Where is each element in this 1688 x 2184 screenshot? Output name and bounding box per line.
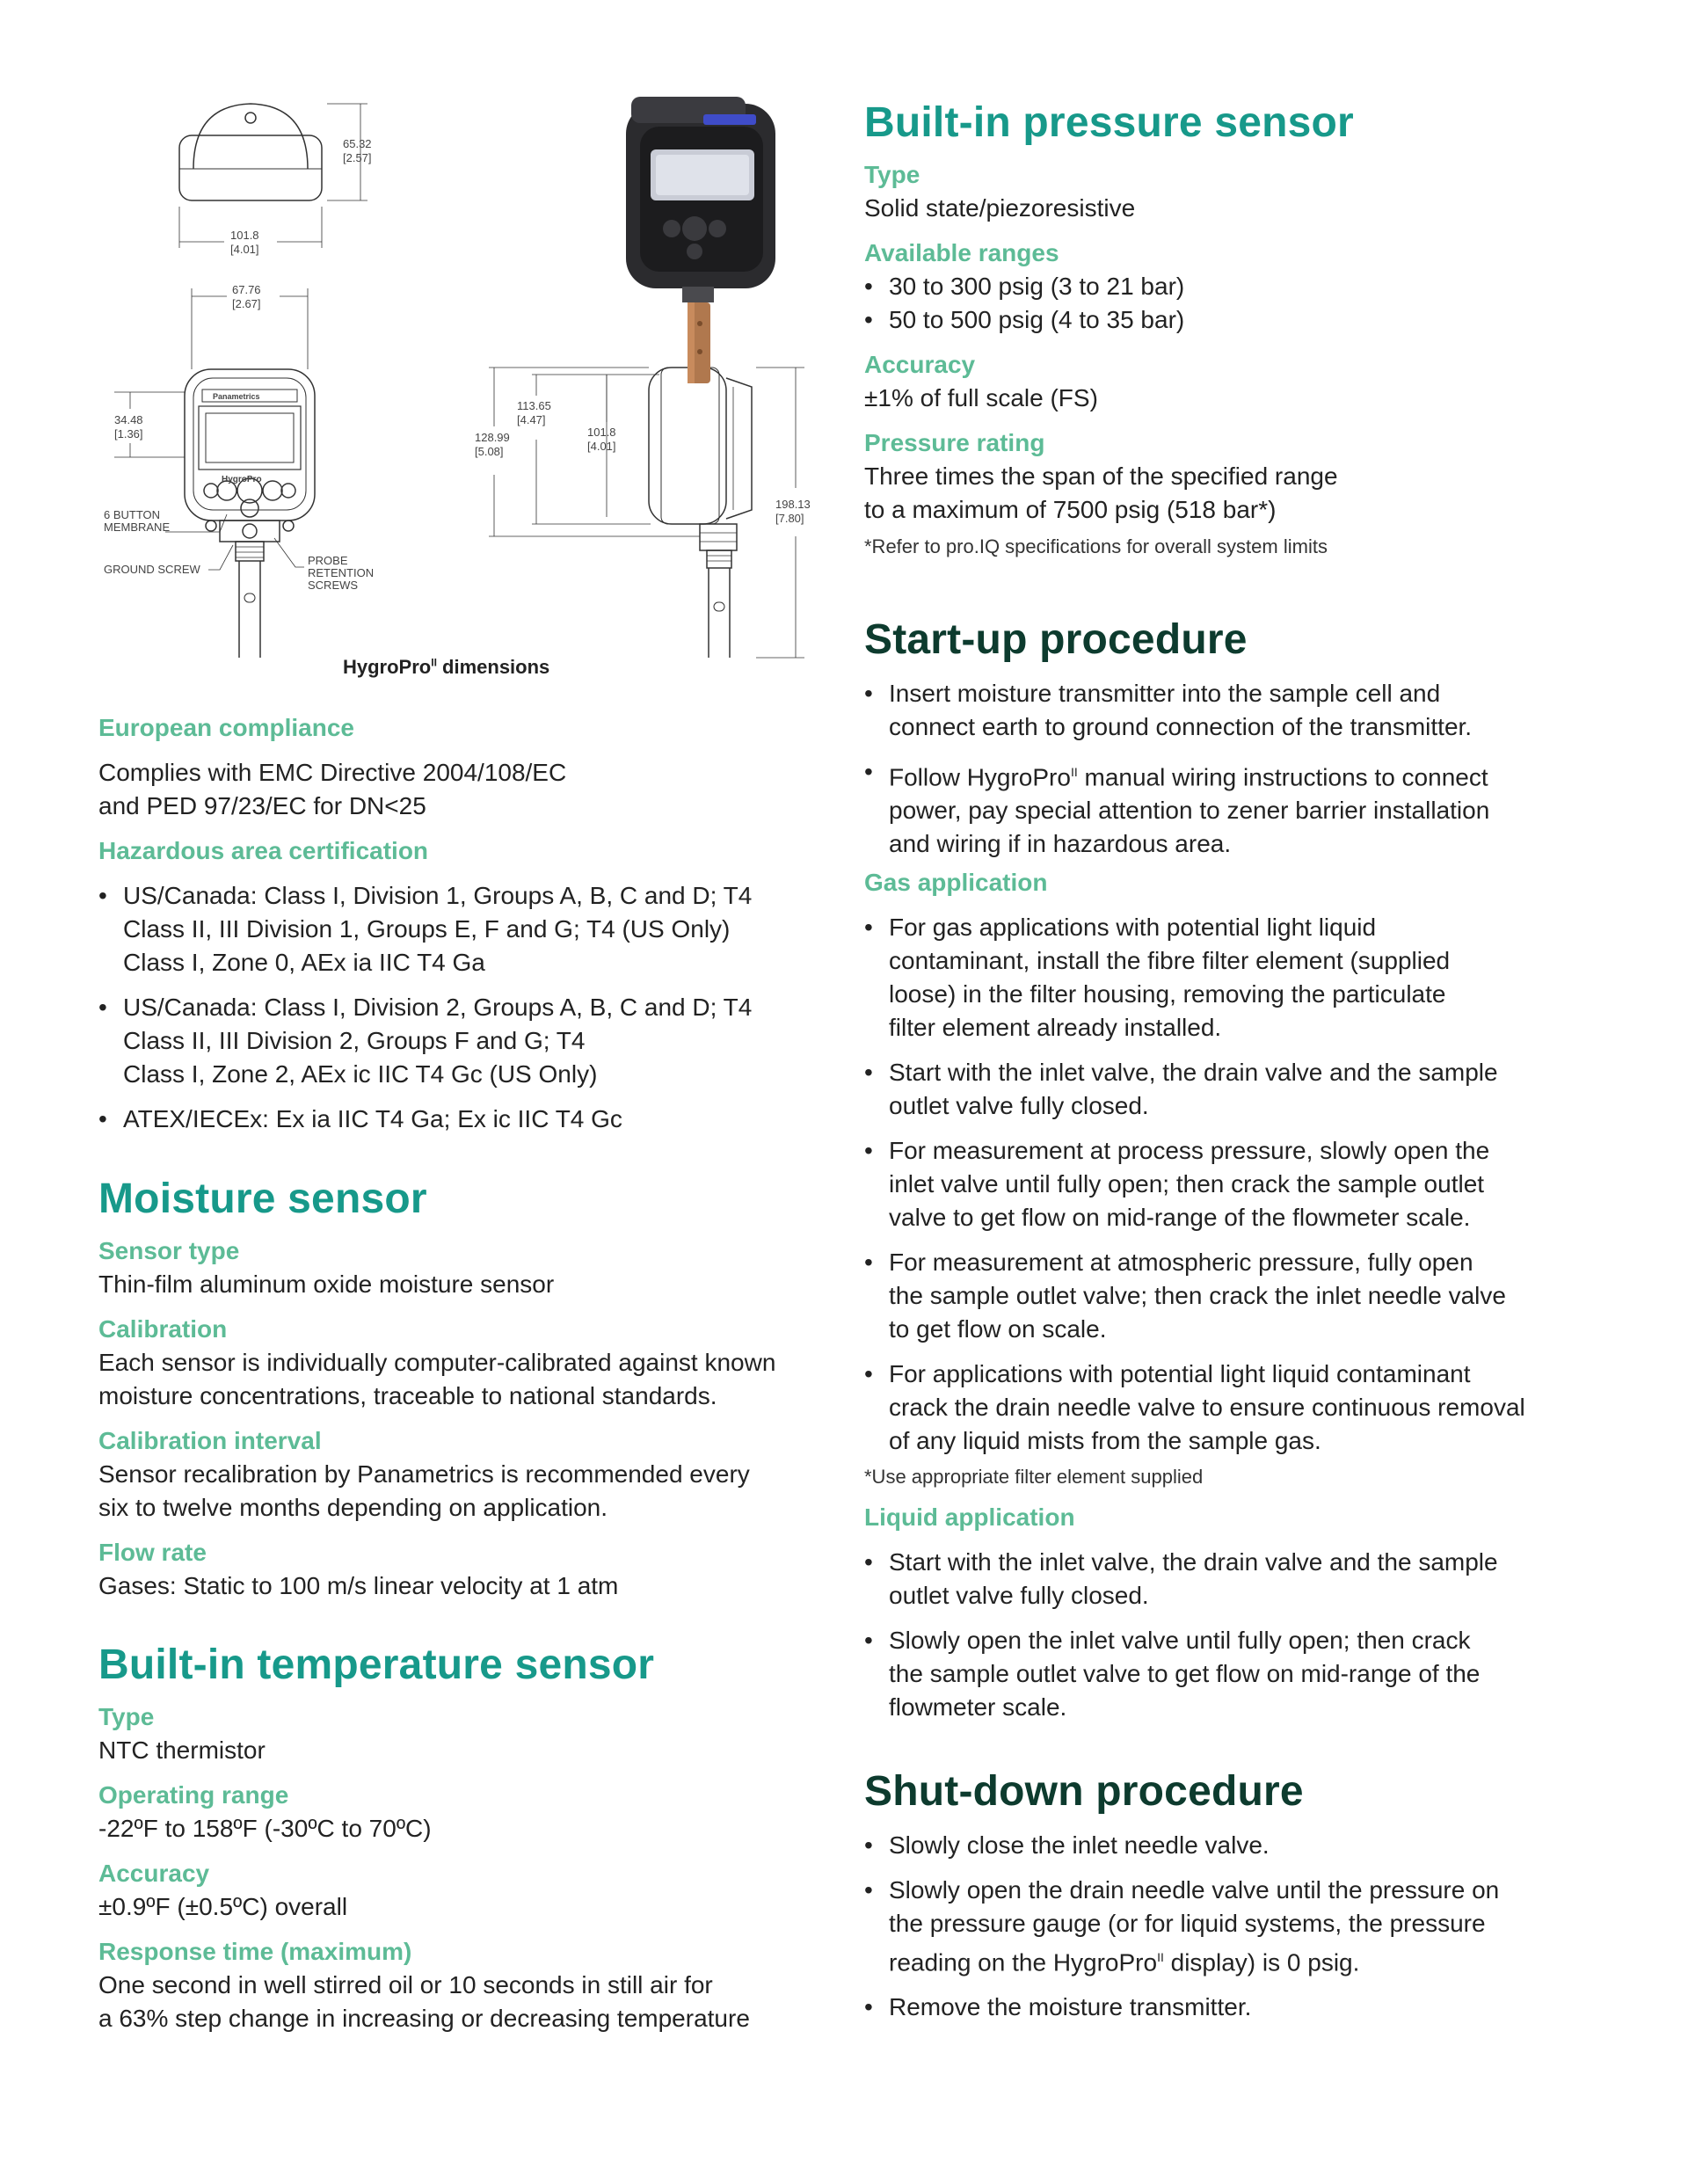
moisture-title: Moisture sensor <box>98 1176 427 1222</box>
top-view <box>179 104 367 248</box>
list-item: • For applications with potential light liquid contaminant crack the drain needle valve to ensure continuous removal of any liquid mists from the sample gas. <box>864 1358 1594 1458</box>
pressure-type-text: Solid state/piezoresistive <box>864 194 1136 222</box>
dim-top-width-in: [4.01] <box>230 243 259 256</box>
dim-side-4: 198.13 <box>775 498 811 511</box>
hazardous-list <box>98 879 828 1136</box>
dim-side-1: 128.99 <box>475 431 510 444</box>
shutdown-list <box>864 1829 1594 2024</box>
list-item: • Start with the inlet valve, the drain valve and the sample outlet valve fully closed. <box>864 1546 1594 1613</box>
interval-text: Sensor recalibration by Panametrics is recommended every six to twelve months depending on application. <box>98 1460 750 1521</box>
liquid-list <box>864 1546 1594 1724</box>
sensor-type-text: Thin-film aluminum oxide moisture sensor <box>98 1270 555 1298</box>
dim-front-width: 67.76 <box>232 283 261 296</box>
flow-text: Gases: Static to 100 m/s linear velocity at 1 atm <box>98 1572 619 1599</box>
temp-accuracy-text: ±0.9ºF (±0.5ºC) overall <box>98 1893 348 1920</box>
rating-note: *Refer to pro.IQ specifications for overall system limits <box>864 535 1328 557</box>
label-membrane-2: MEMBRANE <box>104 521 171 534</box>
dim-front-height: 34.48 <box>114 413 143 426</box>
dim-side-4-in: [7.80] <box>775 512 804 525</box>
model-label: HygroPro <box>222 475 262 484</box>
european-heading: European compliance <box>98 714 354 741</box>
calibration-heading: Calibration <box>98 1315 228 1343</box>
list-item: • US/Canada: Class I, Division 1, Groups A, B, C and D; T4 Class II, III Division 1, Groups E, F and G; T4 (US Only) Class I, Zone 0, AEx ia IIC T4 Ga <box>98 879 828 979</box>
label-probe-2: RETENTION <box>308 566 375 579</box>
liquid-heading: Liquid application <box>864 1503 1075 1531</box>
list-item: • Start with the inlet valve, the drain valve and the sample outlet valve fully closed. <box>864 1056 1594 1123</box>
temperature-title: Built-in temperature sensor <box>98 1642 655 1688</box>
list-item: • Slowly open the drain needle valve until the pressure on the pressure gauge (or for liquid systems, the pressure reading on the HygroPro$^{II}$ display) is 0 psig. <box>864 1874 1594 1979</box>
temp-accuracy-heading: Accuracy <box>98 1860 210 1887</box>
dim-front-height-in: [1.36] <box>114 427 143 440</box>
dim-side-3-in: [4.01] <box>587 440 616 453</box>
list-item: • 30 to 300 psig (3 to 21 bar) <box>864 270 1594 303</box>
gas-heading: Gas application <box>864 869 1048 896</box>
dim-front-width-in: [2.67] <box>232 297 261 310</box>
list-item: • For measurement at process pressure, slowly open the inlet valve until fully open; then crack the sample outlet valve to get flow on mid-range of the flowmeter scale. <box>864 1134 1594 1234</box>
pressure-accuracy-text: ±1% of full scale (FS) <box>864 384 1098 411</box>
device-render <box>626 97 775 383</box>
list-item: • For gas applications with potential light liquid contaminant, install the fibre filter element (supplied loose) in the filter housing, removing the particulate filter element already installed. <box>864 911 1594 1045</box>
temp-type-text: NTC thermistor <box>98 1736 266 1764</box>
dim-side-2-in: [4.47] <box>517 413 546 426</box>
label-probe-3: SCREWS <box>308 579 359 592</box>
list-item: • For measurement at atmospheric pressure, fully open the sample outlet valve; then crack the inlet needle valve to get flow on scale. <box>864 1246 1594 1346</box>
temp-type-heading: Type <box>98 1703 155 1730</box>
dim-top-height-in: [2.57] <box>343 151 372 164</box>
list-item: • ATEX/IECEx: Ex ia IIC T4 Ga; Ex ic IIC T4 Gc <box>98 1103 828 1136</box>
rating-text: Three times the span of the specified range to a maximum of 7500 psig (518 bar*) <box>864 462 1338 523</box>
response-text: One second in well stirred oil or 10 seconds in still air for a 63% step change in increasing or decreasing temperature <box>98 1971 750 2032</box>
dim-side-3: 101.8 <box>587 426 616 439</box>
list-item: • US/Canada: Class I, Division 2, Groups A, B, C and D; T4 Class II, III Division 2, Groups F and G; T4 Class I, Zone 2, AEx ic IIC T4 Gc (US Only) <box>98 991 828 1091</box>
list-item: • Slowly close the inlet needle valve. <box>864 1829 1594 1862</box>
pressure-title: Built-in pressure sensor <box>864 99 1354 146</box>
ranges-list <box>864 270 1594 337</box>
dimension-drawing <box>88 88 844 695</box>
dimension-drawing-svg <box>88 88 844 659</box>
sensor-type-heading: Sensor type <box>98 1237 240 1264</box>
gas-list <box>864 911 1594 1458</box>
label-membrane-1: 6 BUTTON <box>104 508 161 521</box>
response-heading: Response time (maximum) <box>98 1938 412 1965</box>
european-text: Complies with EMC Directive 2004/108/EC and PED 97/23/EC for DN<25 <box>98 759 567 819</box>
label-ground-screw: GROUND SCREW <box>104 563 200 576</box>
dim-top-height: 65.32 <box>343 137 372 150</box>
startup-title: Start-up procedure <box>864 616 1248 663</box>
temp-range-heading: Operating range <box>98 1781 289 1809</box>
list-item: • Slowly open the inlet valve until fully open; then crack the sample outlet valve to get flow on mid-range of the flowmeter scale. <box>864 1624 1594 1724</box>
flow-heading: Flow rate <box>98 1539 207 1566</box>
dim-side-1-in: [5.08] <box>475 445 504 458</box>
ranges-heading: Available ranges <box>864 239 1059 266</box>
brand-label: Panametrics <box>213 392 260 401</box>
list-item: • Remove the moisture transmitter. <box>864 1991 1594 2024</box>
startup-list <box>864 677 1594 861</box>
list-item: • Follow HygroPro$^{II}$ manual wiring instructions to connect power, pay special attention to zener barrier installation and wiring if in hazardous area. <box>864 755 1594 861</box>
front-view <box>114 288 315 658</box>
shutdown-title: Shut-down procedure <box>864 1768 1304 1815</box>
pressure-accuracy-heading: Accuracy <box>864 351 976 378</box>
calibration-text: Each sensor is individually computer-calibrated against known moisture concentrations, traceable to national standards. <box>98 1349 776 1409</box>
gas-note: *Use appropriate filter element supplied <box>864 1466 1204 1488</box>
dim-side-2: 113.65 <box>517 399 551 412</box>
diagram-caption: HygroPro$^{II}$ dimensions <box>343 656 550 678</box>
temp-range-text: -22ºF to 158ºF (-30ºC to 70ºC) <box>98 1815 432 1842</box>
list-item: • Insert moisture transmitter into the sample cell and connect earth to ground connection of the transmitter. <box>864 677 1594 744</box>
list-item: • 50 to 500 psig (4 to 35 bar) <box>864 303 1594 337</box>
rating-heading: Pressure rating <box>864 429 1045 456</box>
hazardous-heading: Hazardous area certification <box>98 837 429 864</box>
pressure-type-heading: Type <box>864 161 920 188</box>
dim-top-width: 101.8 <box>230 229 259 242</box>
interval-heading: Calibration interval <box>98 1427 322 1454</box>
label-probe-1: PROBE <box>308 554 348 567</box>
